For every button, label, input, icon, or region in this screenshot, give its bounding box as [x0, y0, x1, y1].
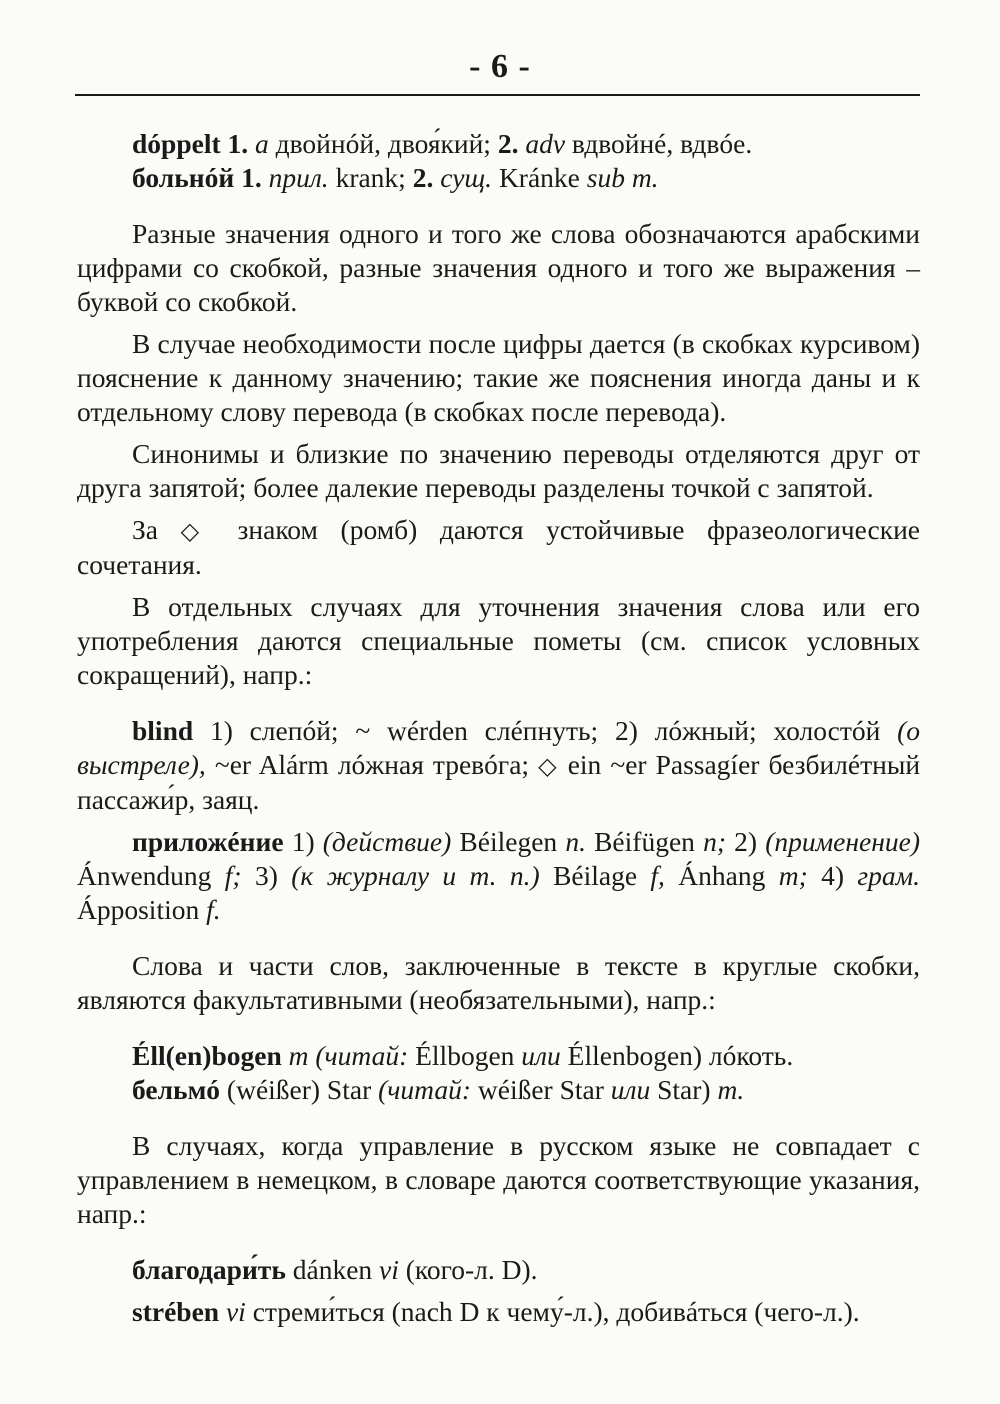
- page-content: [77, 127, 920, 1329]
- paragraph-optional: Слова и части слов, заключенные в тексте в круглые скобки, являются факультативными (необязательными), напр.:: [77, 950, 920, 1015]
- headword: приложéние: [132, 826, 284, 857]
- headword: blind: [132, 715, 194, 746]
- example-entry-blagodarit: благодари́ть dánken vi (кого-л. D).: [132, 1254, 538, 1285]
- tilde-icon: ~: [610, 749, 626, 780]
- headword: dóppelt: [132, 128, 221, 159]
- headword: Éll(en)bogen: [132, 1040, 282, 1071]
- headword: больнóй: [132, 162, 235, 193]
- example-entry-doppelt: dóppelt 1. a двойнóй, двоя́кий; 2. adv вдвойнé, вдвóе.: [132, 128, 753, 159]
- tilde-icon: ~: [214, 749, 230, 780]
- header-rule: [75, 94, 920, 96]
- example-entry-blind: blind 1) слепóй; ~ wérden слéпнуть; 2) лóжный; холостóй (о выстреле), ~er Alárm лóжная тревóга; ◇ ein ~er Passagíer безбилéтный пассажи́р, заяц.: [77, 715, 921, 815]
- diamond-icon: ◇: [538, 752, 559, 780]
- paragraph-synonyms: Синонимы и близкие по значению переводы отделяются друг от друга запятой; более далекие переводы разделены точкой с запятой.: [77, 438, 920, 503]
- headword: strében: [132, 1296, 220, 1327]
- tilde-icon: ~: [355, 715, 371, 746]
- page-number: - 6 -: [469, 48, 531, 85]
- headword: благодари́ть: [132, 1254, 286, 1285]
- headword: бельмó: [132, 1074, 221, 1105]
- example-entry-prilozhenie: приложéние 1) (действие) Béilegen n. Béifügen n; 2) (применение) Ánwendung f; 3) (к журналу и т. п.) Béilage f, Ánhang m; 4) грам. Ápposition f.: [77, 826, 921, 925]
- example-entry-bolnoi: больнóй 1. прил. krank; 2. сущ. Kránke sub m.: [132, 162, 659, 193]
- paragraph-diamond: За ◇ знаком (ромб) даются устойчивые фразеологические сочетания.: [77, 514, 920, 580]
- paragraph-government: В случаях, когда управление в русском языке не совпадает с управлением в немецком, в словаре даются соответствующие указания, напр.:: [77, 1130, 920, 1229]
- paragraph-explanations: В случае необходимости после цифры дается (в скобках курсивом) пояснение к данному значению; такие же пояснения иногда даны и к отдельному слову перевода (в скобках после перевода).: [77, 328, 920, 427]
- paragraph-labels: В отдельных случаях для уточнения значения слова или его употребления даются специальные пометы (см. список условных сокращений), напр.:: [77, 591, 920, 690]
- diamond-icon: ◇: [180, 517, 215, 545]
- paragraph-numbering: Разные значения одного и того же слова обозначаются арабскими цифрами со скобкой, разные значения одного и того же выражения – буквой со скобкой.: [77, 218, 920, 317]
- example-entry-streben: strében vi стреми́ться (nach D к чему́-л.), добивáться (чего-л.).: [132, 1296, 860, 1327]
- example-entry-ellenbogen: Éll(en)bogen m (читай: Éllbogen или Éllenbogen) лóкоть.: [132, 1040, 794, 1071]
- example-entry-belmo: бельмó (wéißer) Star (читай: wéißer Star или Star) m.: [132, 1074, 745, 1105]
